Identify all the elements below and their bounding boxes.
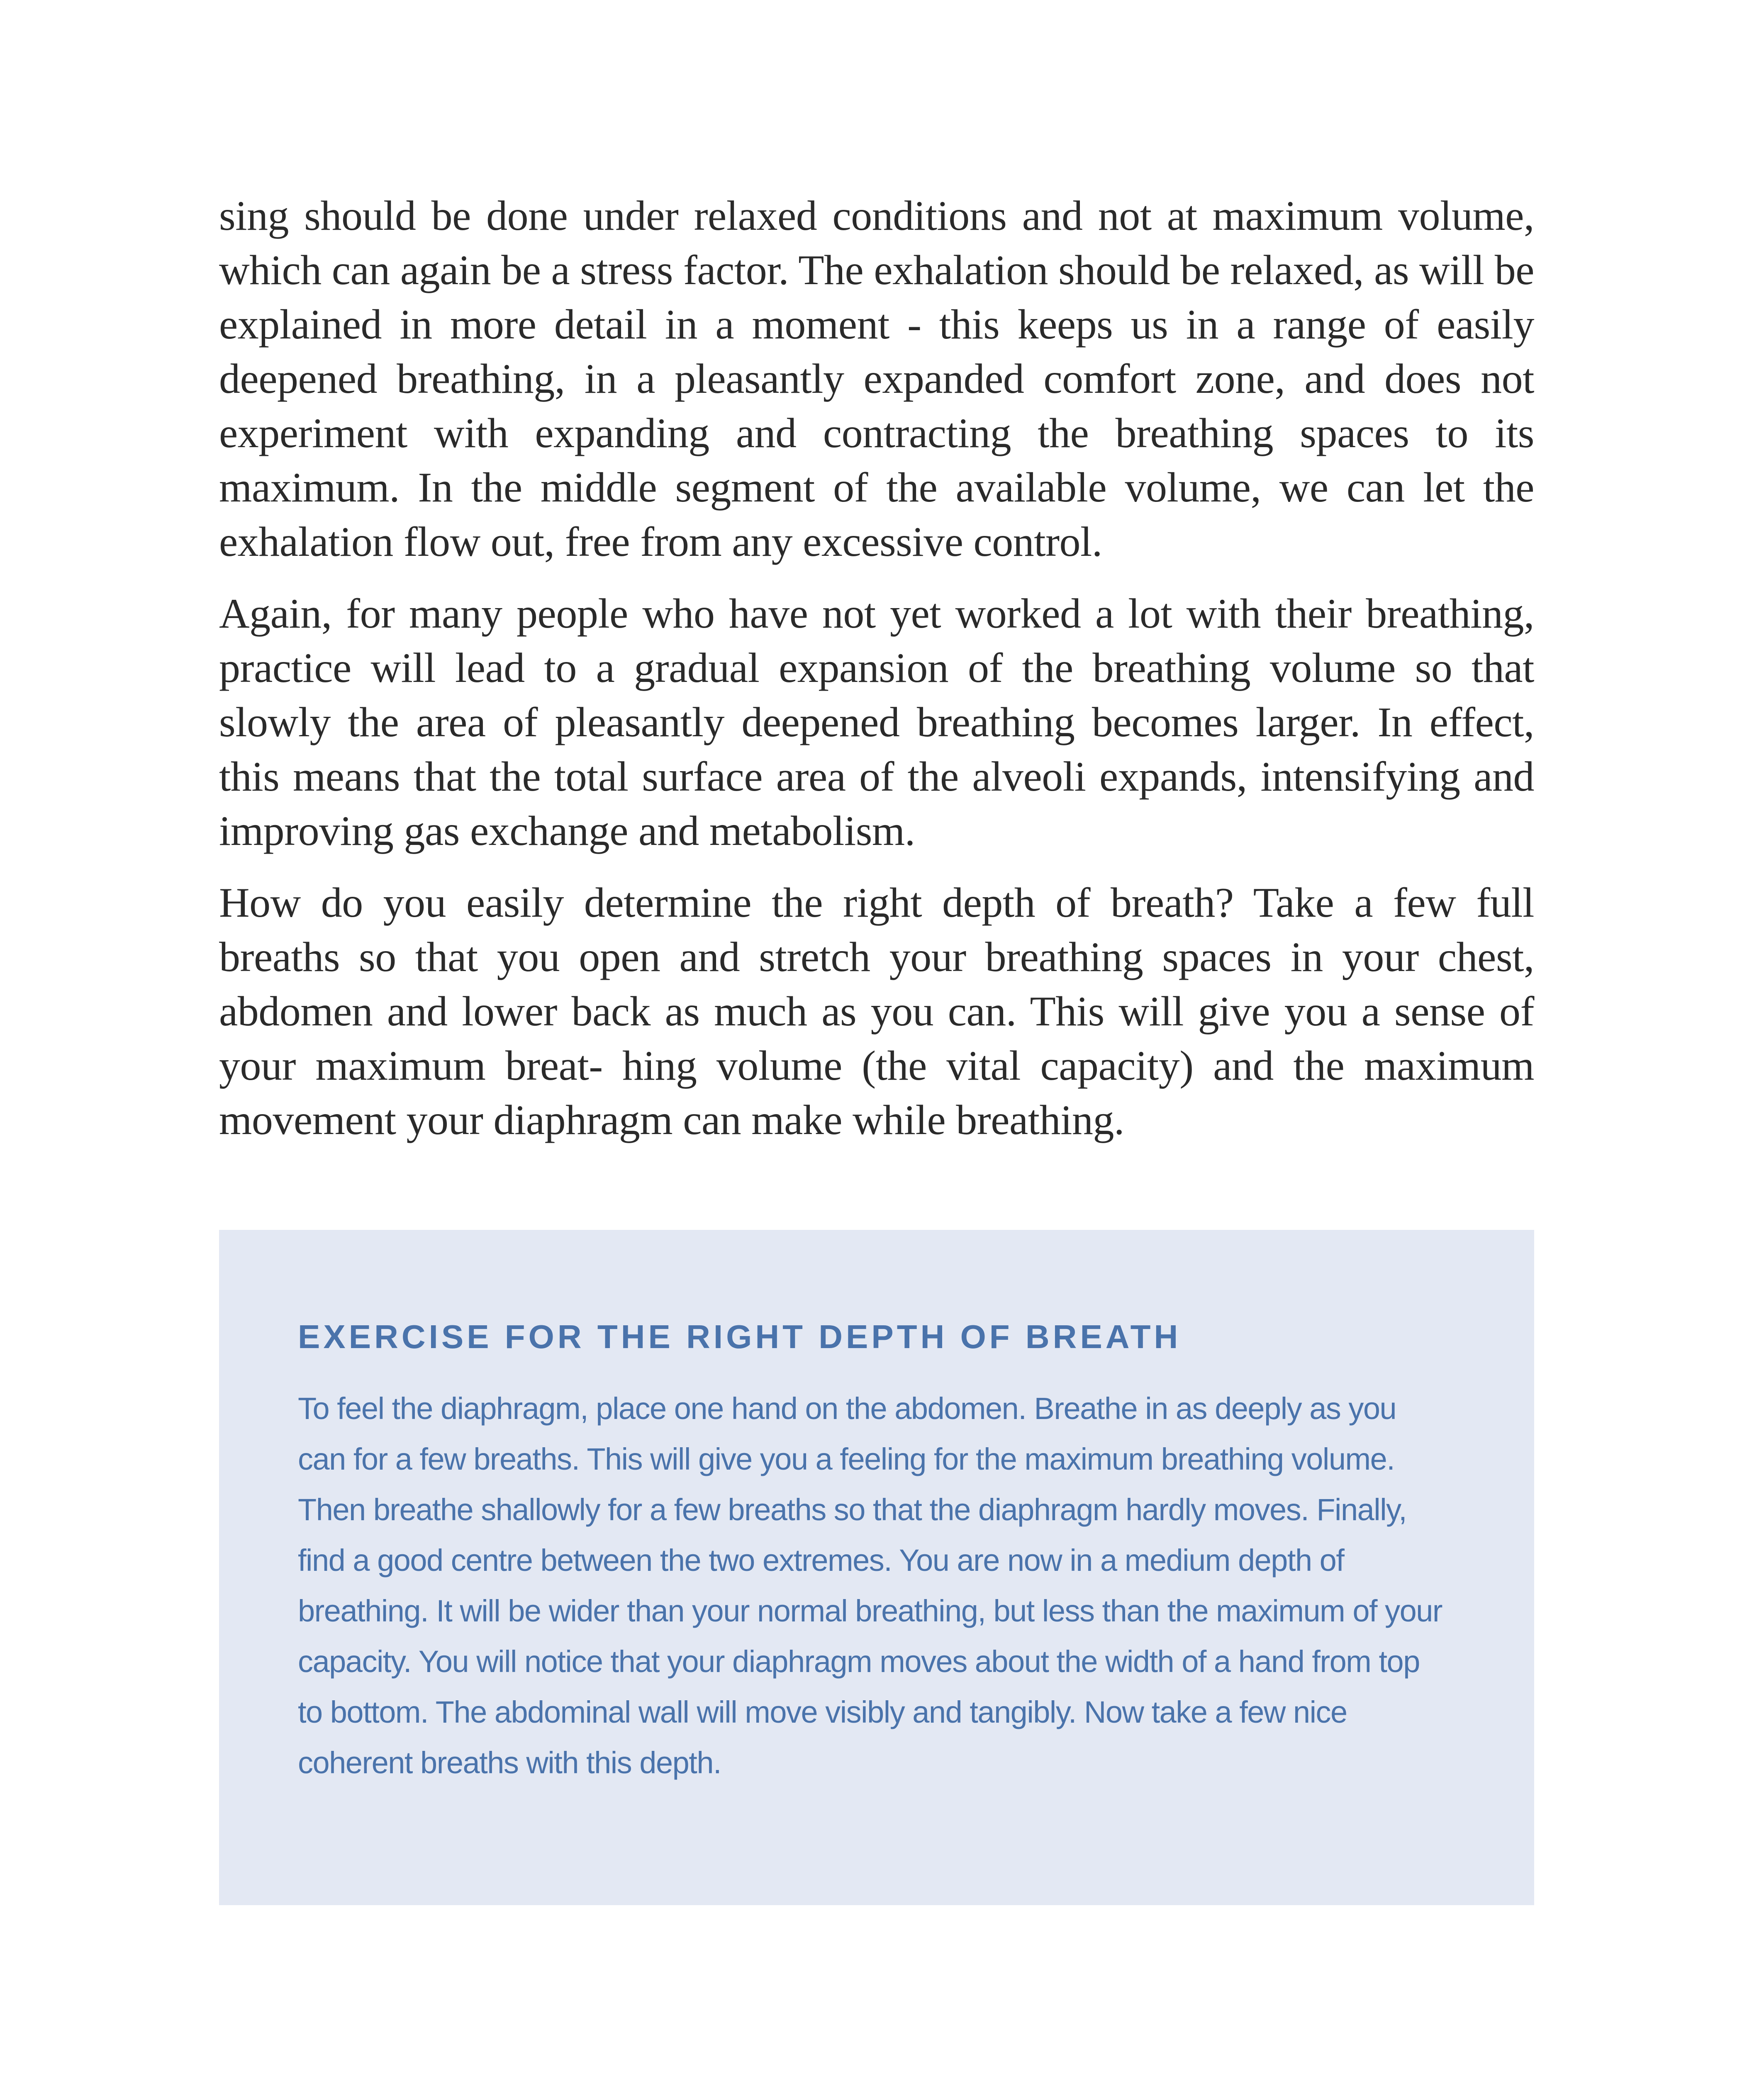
- exercise-text: To feel the diaphragm, place one hand on the abdomen. Breathe in as deeply as you can for a few breaths. This will give you a feeling for the maximum breathing volume. Then breathe shallowly for a few breaths so that the diaphragm hardly moves. Finally, find a good centre between the two extremes. You are now in a medium depth of breathing. It will be wider than your normal breathing, but less than the maximum of your capacity. You will notice that your diaphragm moves about the width of a hand from top to bottom. The abdominal wall will move visibly and tangibly. Now take a few nice coherent breaths with this depth.: [298, 1391, 1442, 1780]
- body-paragraph-2: Again, for many people who have not yet worked a lot with their breathing, practice will lead to a gradual expansion of the breathing volume so that slowly the area of pleasantly deepened breathing becomes larger. In effect, this means that the total surface area of the alveoli expands, intensifying and improving gas exchange and metabolism.: [219, 590, 1534, 854]
- body-text: [219, 189, 1534, 1165]
- exercise-title: EXERCISE FOR THE RIGHT DEPTH OF BREATH: [298, 1318, 1182, 1355]
- body-paragraph-1: sing should be done under relaxed conditions and not at maximum volume, which can again be a stress factor. The exhalation should be relaxed, as will be explained in more detail in a moment - this keeps us in a range of easily deepened breathing, in a pleasantly expanded comfort zone, and does not experiment with expanding and contracting the breathing spaces to its maximum. In the middle segment of the available volume, we can let the exhalation flow out, free from any excessive control.: [219, 192, 1535, 565]
- body-paragraph-3: How do you easily determine the right depth of breath? Take a few full breaths so that you open and stretch your breathing spaces in your chest, abdomen and lower back as much as you can. This will give you a sense of your maximum breat- hing volume (the vital capacity) and the maximum movement your diaphragm can make while breathing.: [219, 879, 1534, 1144]
- exercise-box: [219, 1230, 1534, 1905]
